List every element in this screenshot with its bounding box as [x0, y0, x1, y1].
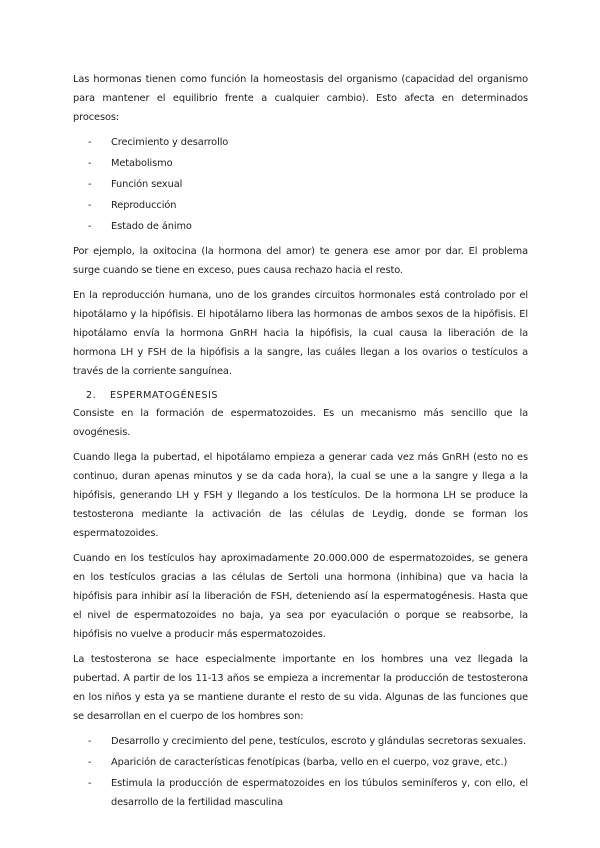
list-item: - Función sexual: [73, 175, 528, 194]
list-item: - Estimula la producción de espermatozoides en los túbulos seminíferos y, con ello, el desarrollo de la fertilidad masculina: [73, 774, 528, 812]
intro-paragraph-3: En la reproducción humana, uno de los grandes circuitos hormonales está controlado por el hipotálamo y la hipófisis. El hipotálamo libera las hormonas de ambos sexos de la hipófisis. El hipotálamo envía la hormona GnRH hacia la hipófisis, la cual causa la liberación de la hormona LH y FSH de la hipófisis a la sangre, las cuáles llegan a los ovarios o testículos a través de la corriente sanguínea.: [73, 290, 528, 377]
section-number: 2.: [86, 390, 97, 401]
list-item: - Estado de ánimo: [73, 217, 528, 236]
intro-process-list: [73, 133, 528, 236]
section-paragraph-3: Cuando en los testículos hay aproximadamente 20.000.000 de espermatozoides, se genera en los testículos gracias a las células de Sertoli una hormona (inhibina) que va hacia la hipófisis para inhibir así la liberación de FSH, deteniendo así la espermatogénesis. Hasta que el nivel de espermatozoides no baja, ya sea por eyaculación o porque se reabsorbe, la hipófisis no vuelve a producir más espermatozoides.: [73, 553, 528, 640]
list-item: - Metabolismo: [73, 154, 528, 173]
functions-list: [73, 732, 528, 812]
document-page: [73, 70, 528, 818]
intro-paragraph-1: Las hormonas tienen como función la homeostasis del organismo (capacidad del organismo para mantener el equilibrio frente a cualquier cambio). Esto afecta en determinados procesos:: [73, 74, 528, 123]
section-paragraph-2: Cuando llega la pubertad, el hipotálamo empieza a generar cada vez más GnRH (esto no es continuo, duran apenas minutos y se da cada hora), la cual se une a la sangre y llega a la hipófisis, generando LH y FSH y llegando a los testículos. De la hormona LH se produce la testosterona mediante la activación de las células de Leydig, donde se forman los espermatozoides.: [73, 452, 528, 539]
list-item: - Reproducción: [73, 196, 528, 215]
section-heading: [73, 387, 528, 404]
section-paragraph-1: Consiste en la formación de espermatozoides. Es un mecanismo más sencillo que la ovogénesis.: [73, 408, 528, 438]
section-title: ESPERMATOGÉNESIS: [110, 390, 218, 401]
list-item: - Crecimiento y desarrollo: [73, 133, 528, 152]
list-item: - Desarrollo y crecimiento del pene, testículos, escroto y glándulas secretoras sexuales.: [73, 732, 528, 751]
section-paragraph-4: La testosterona se hace especialmente importante en los hombres una vez llegada la pubertad. A partir de los 11-13 años se empieza a incrementar la producción de testosterona en los niños y esta ya se mantiene durante el resto de su vida. Algunas de las funciones que se desarrollan en el cuerpo de los hombres son:: [73, 654, 528, 722]
list-item: - Aparición de características fenotípicas (barba, vello en el cuerpo, voz grave, etc.): [73, 753, 528, 772]
intro-paragraph-2: Por ejemplo, la oxitocina (la hormona del amor) te genera ese amor por dar. El problema surge cuando se tiene en exceso, pues causa rechazo hacia el resto.: [73, 246, 528, 276]
